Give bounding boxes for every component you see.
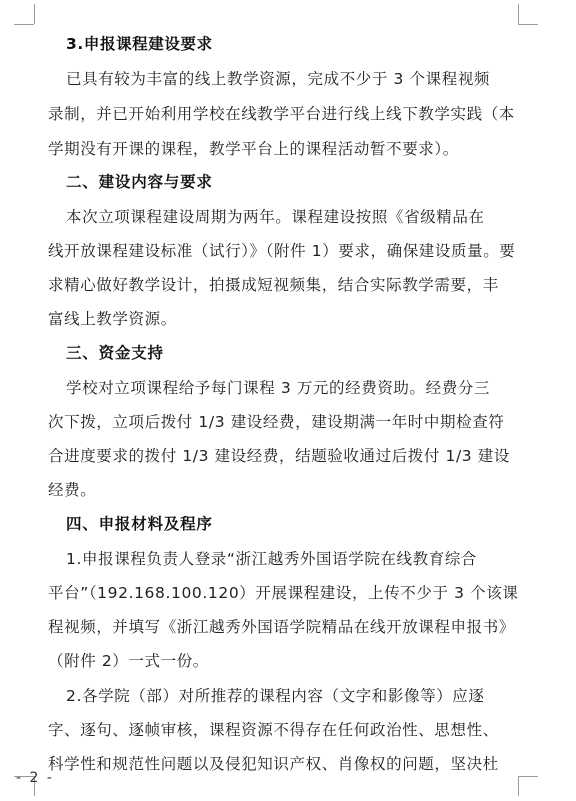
crop-mark-top-left-v [34, 4, 35, 24]
subsection-heading-3: 3.申报课程建设要求 [66, 35, 213, 53]
section-heading-2: 二、建设内容与要求 [66, 173, 213, 191]
paragraph-line: 学校对立项课程给予每门课程 3 万元的经费资助。经费分三 [66, 379, 491, 397]
paragraph-line: 已具有较为丰富的线上教学资源，完成不少于 3 个课程视频 [66, 70, 491, 88]
crop-mark-top-right-h [518, 24, 538, 25]
paragraph-line: 经费。 [48, 481, 97, 499]
crop-mark-top-right-v [518, 4, 519, 24]
paragraph-line: 字、逐句、逐帧审核，课程资源不得存在任何政治性、思想性、 [48, 721, 499, 739]
paragraph-line: 平台”（192.168.100.120）开展课程建设，上传不少于 3 个该课 [48, 584, 519, 602]
paragraph-line: 富线上教学资源。 [48, 310, 177, 328]
paragraph-line: 2.各学院（部）对所推荐的课程内容（文字和影像等）应逐 [66, 687, 485, 705]
paragraph-line: 合进度要求的拨付 1/3 建设经费，结题验收通过后拨付 1/3 建设 [48, 447, 511, 465]
section-heading-3: 三、资金支持 [66, 344, 164, 362]
paragraph-line: 学期没有开课的课程，教学平台上的课程活动暂不要求）。 [48, 140, 459, 158]
crop-mark-top-left-h [14, 24, 34, 25]
paragraph-line: 线开放课程建设标准（试行）》（附件 1）要求，确保建设质量。要 [48, 242, 516, 260]
section-heading-4: 四、申报材料及程序 [66, 515, 213, 533]
crop-mark-bottom-right-v [518, 776, 519, 796]
page-number: - 2 - [16, 770, 54, 786]
paragraph-line: 科学性和规范性问题以及侵犯知识产权、肖像权的问题，坚决杜 [48, 755, 499, 773]
paragraph-line: 1.申报课程负责人登录“浙江越秀外国语学院在线教育综合 [66, 550, 478, 568]
paragraph-line: 次下拨，立项后拨付 1/3 建设经费，建设期满一年时中期检查符 [48, 413, 505, 431]
paragraph-line: 程视频，并填写《浙江越秀外国语学院精品在线开放课程申报书》 [48, 618, 515, 636]
paragraph-line: 录制，并已开始利用学校在线教学平台进行线上线下教学实践（本 [48, 105, 515, 123]
paragraph-line: （附件 2）一式一份。 [48, 652, 209, 670]
paragraph-line: 本次立项课程建设周期为两年。课程建设按照《省级精品在 [66, 208, 485, 226]
crop-mark-bottom-right-h [518, 776, 538, 777]
paragraph-line: 求精心做好教学设计，拍摄成短视频集，结合实际教学需要，丰 [48, 276, 499, 294]
